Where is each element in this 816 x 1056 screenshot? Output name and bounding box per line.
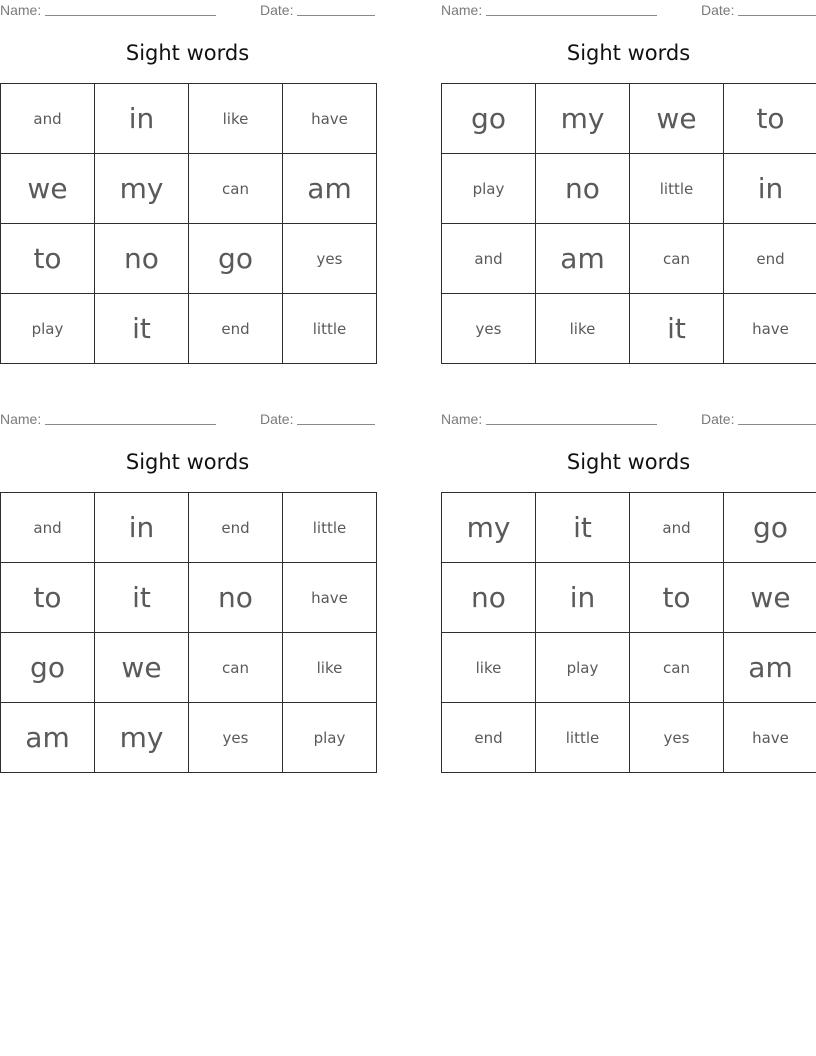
word-cell: yes bbox=[189, 703, 283, 773]
word-cell: my bbox=[95, 703, 189, 773]
name-label: Name: bbox=[0, 411, 42, 427]
word-cell: go bbox=[724, 493, 816, 563]
name-line bbox=[45, 15, 216, 16]
word-cell: have bbox=[283, 84, 377, 154]
card-header bbox=[0, 2, 375, 20]
grid-row bbox=[442, 493, 816, 563]
word-cell: have bbox=[724, 294, 816, 364]
name-line bbox=[486, 15, 657, 16]
name-line bbox=[486, 424, 657, 425]
word-cell: to bbox=[1, 224, 95, 294]
date-label: Date: bbox=[260, 2, 294, 18]
word-cell: no bbox=[95, 224, 189, 294]
word-cell: can bbox=[630, 224, 724, 294]
card-title: Sight words bbox=[125, 450, 250, 474]
word-cell: am bbox=[1, 703, 95, 773]
word-cell: we bbox=[724, 563, 816, 633]
word-cell: like bbox=[442, 633, 536, 703]
word-cell: yes bbox=[442, 294, 536, 364]
word-cell: my bbox=[536, 84, 630, 154]
grid-row bbox=[1, 633, 377, 703]
word-cell: like bbox=[189, 84, 283, 154]
word-cell: play bbox=[536, 633, 630, 703]
date-line bbox=[297, 424, 375, 425]
name-label: Name: bbox=[0, 2, 42, 18]
word-cell: like bbox=[283, 633, 377, 703]
grid-row bbox=[1, 84, 377, 154]
word-cell: to bbox=[1, 563, 95, 633]
grid-row bbox=[442, 633, 816, 703]
word-cell: no bbox=[442, 563, 536, 633]
word-grid bbox=[0, 492, 377, 773]
word-cell: my bbox=[442, 493, 536, 563]
grid-row bbox=[442, 224, 816, 294]
grid-row bbox=[442, 294, 816, 364]
word-cell: little bbox=[630, 154, 724, 224]
word-cell: my bbox=[95, 154, 189, 224]
grid-row bbox=[442, 563, 816, 633]
date-label: Date: bbox=[260, 411, 294, 427]
card-header bbox=[0, 411, 375, 429]
grid-row bbox=[442, 703, 816, 773]
date-line bbox=[297, 15, 375, 16]
word-cell: am bbox=[536, 224, 630, 294]
word-cell: it bbox=[95, 563, 189, 633]
date-line bbox=[738, 15, 816, 16]
card-title: Sight words bbox=[566, 41, 691, 65]
word-cell: no bbox=[536, 154, 630, 224]
word-cell: we bbox=[95, 633, 189, 703]
grid-row bbox=[1, 703, 377, 773]
word-cell: play bbox=[283, 703, 377, 773]
grid-row bbox=[1, 563, 377, 633]
word-cell: go bbox=[442, 84, 536, 154]
word-cell: and bbox=[442, 224, 536, 294]
name-line bbox=[45, 424, 216, 425]
word-cell: we bbox=[1, 154, 95, 224]
word-cell: we bbox=[630, 84, 724, 154]
word-cell: end bbox=[189, 493, 283, 563]
card-header bbox=[441, 411, 816, 429]
word-cell: little bbox=[283, 493, 377, 563]
word-cell: end bbox=[724, 224, 816, 294]
word-cell: yes bbox=[630, 703, 724, 773]
word-cell: in bbox=[536, 563, 630, 633]
word-cell: in bbox=[95, 493, 189, 563]
word-cell: it bbox=[536, 493, 630, 563]
word-cell: little bbox=[536, 703, 630, 773]
word-cell: am bbox=[283, 154, 377, 224]
word-cell: end bbox=[189, 294, 283, 364]
word-cell: have bbox=[724, 703, 816, 773]
date-label: Date: bbox=[701, 2, 735, 18]
word-cell: go bbox=[1, 633, 95, 703]
word-cell: and bbox=[1, 493, 95, 563]
word-cell: yes bbox=[283, 224, 377, 294]
word-cell: in bbox=[724, 154, 816, 224]
card-header bbox=[441, 2, 816, 20]
word-cell: and bbox=[630, 493, 724, 563]
grid-row bbox=[1, 294, 377, 364]
word-cell: go bbox=[189, 224, 283, 294]
word-cell: have bbox=[283, 563, 377, 633]
word-cell: little bbox=[283, 294, 377, 364]
grid-row bbox=[1, 154, 377, 224]
card-title: Sight words bbox=[566, 450, 691, 474]
word-cell: play bbox=[442, 154, 536, 224]
word-cell: and bbox=[1, 84, 95, 154]
word-cell: no bbox=[189, 563, 283, 633]
grid-row bbox=[1, 493, 377, 563]
word-cell: can bbox=[189, 633, 283, 703]
word-cell: in bbox=[95, 84, 189, 154]
word-grid bbox=[441, 83, 816, 364]
word-cell: play bbox=[1, 294, 95, 364]
word-cell: end bbox=[442, 703, 536, 773]
word-cell: can bbox=[189, 154, 283, 224]
word-grid bbox=[441, 492, 816, 773]
date-line bbox=[738, 424, 816, 425]
name-label: Name: bbox=[441, 2, 483, 18]
word-cell: it bbox=[630, 294, 724, 364]
name-label: Name: bbox=[441, 411, 483, 427]
word-cell: to bbox=[724, 84, 816, 154]
grid-row bbox=[442, 154, 816, 224]
date-label: Date: bbox=[701, 411, 735, 427]
word-cell: like bbox=[536, 294, 630, 364]
card-title: Sight words bbox=[125, 41, 250, 65]
word-cell: am bbox=[724, 633, 816, 703]
word-grid bbox=[0, 83, 377, 364]
word-cell: can bbox=[630, 633, 724, 703]
word-cell: to bbox=[630, 563, 724, 633]
grid-row bbox=[442, 84, 816, 154]
word-cell: it bbox=[95, 294, 189, 364]
grid-row bbox=[1, 224, 377, 294]
